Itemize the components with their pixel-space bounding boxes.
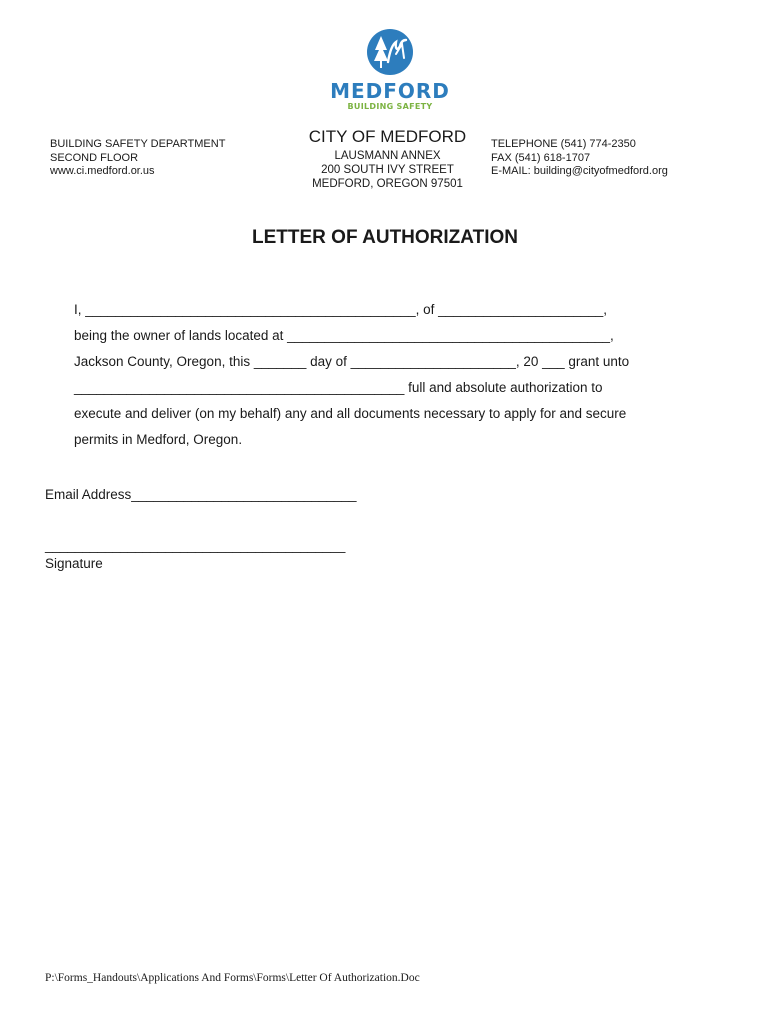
address-line: 200 SOUTH IVY STREET — [321, 164, 454, 176]
body-line: ____________________________________________ full and absolute authorization to — [74, 380, 603, 395]
website: www.ci.medford.or.us — [50, 165, 155, 177]
authorization-body — [74, 297, 694, 453]
department-name: BUILDING SAFETY DEPARTMENT — [50, 138, 226, 150]
file-path-footer: P:\Forms_Handouts\Applications And Forms\Forms\Letter Of Authorization.Doc — [45, 972, 420, 984]
header-right-block — [491, 138, 668, 179]
address — [290, 149, 485, 191]
address-line: LAUSMANN ANNEX — [334, 150, 441, 162]
body-line: I, ____________________________________________, of ______________________, — [74, 302, 608, 317]
logo-brand: MEDFORD — [330, 79, 450, 103]
signature-label: Signature — [45, 556, 103, 571]
email-address-field: Email Address______________________________ — [45, 487, 357, 502]
city-name: CITY OF MEDFORD — [308, 127, 467, 146]
signature-line: ________________________________________ — [45, 538, 346, 553]
medford-logo — [320, 28, 460, 112]
body-line: being the owner of lands located at ___________________________________________, — [74, 328, 614, 343]
header-left-block — [50, 138, 225, 179]
medford-tree-m-icon — [366, 28, 414, 76]
body-line: Jackson County, Oregon, this _______ day of ______________________, 20 ___ grant unto — [74, 354, 630, 369]
fax: FAX (541) 618-1707 — [491, 151, 591, 164]
email-contact: E-MAIL: building@cityofmedford.org — [491, 165, 668, 177]
body-line: permits in Medford, Oregon. — [74, 432, 243, 447]
document-title: LETTER OF AUTHORIZATION — [252, 227, 518, 248]
header-center-block — [290, 127, 485, 191]
floor: SECOND FLOOR — [50, 151, 139, 164]
address-line: MEDFORD, OREGON 97501 — [312, 178, 463, 190]
telephone: TELEPHONE (541) 774-2350 — [491, 138, 636, 150]
body-line: execute and deliver (on my behalf) any and all documents necessary to apply for and secure — [74, 406, 627, 421]
logo-subtitle: BUILDING SAFETY — [347, 102, 433, 111]
